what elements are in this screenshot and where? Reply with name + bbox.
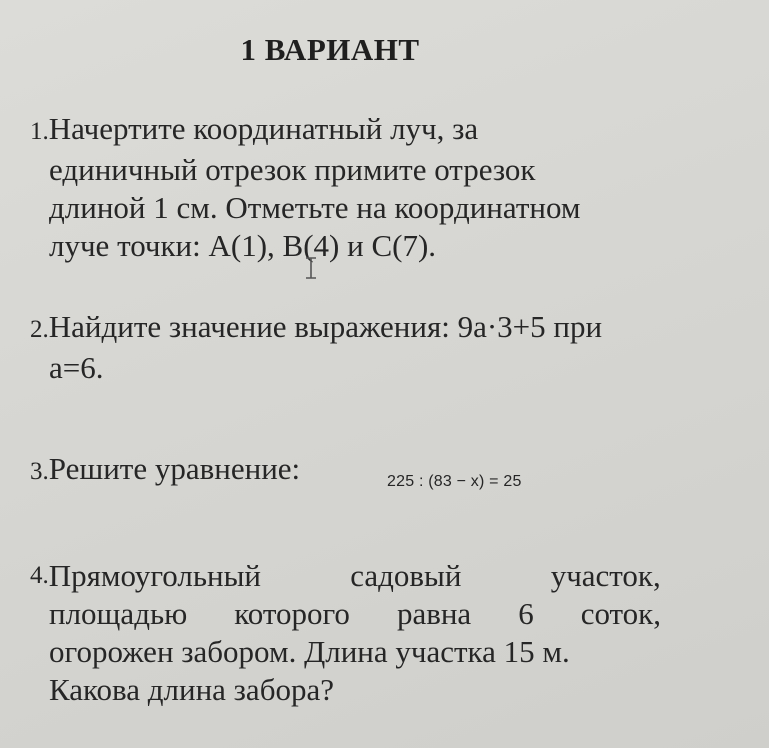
task-4-word: соток, (580, 596, 661, 631)
task-3-text: Решите уравнение: (48, 451, 301, 486)
task-1-line-3: длиной 1 см. Отметьте на координатном (49, 190, 581, 225)
page-title: 1 ВАРИАНТ (240, 32, 420, 67)
task-1-number: 1. (30, 118, 49, 145)
task-3-line-1 (30, 450, 670, 491)
task-1-line-1 (30, 110, 670, 151)
text-cursor-icon (304, 257, 318, 279)
task-4-word: участок, (550, 558, 661, 593)
task-2-line-2: а=6. (49, 350, 104, 385)
task-1-line-2: единичный отрезок примите отрезок (49, 152, 536, 187)
task-4 (30, 557, 670, 709)
task-4-word: равна (396, 596, 472, 631)
task-4-line-3: огорожен забором. Длина участка 15 м. (49, 634, 570, 669)
task-4-line-2 (30, 595, 670, 633)
task-4-line-1 (30, 557, 670, 595)
task-4-word: садовый (350, 558, 462, 593)
task-4-word: которого (234, 596, 350, 631)
task-4-line-4: Какова длина забора? (49, 672, 334, 707)
task-2-line-1 (30, 308, 670, 349)
task-3 (30, 450, 670, 491)
task-3-number: 3. (30, 458, 49, 485)
task-4-word: 6 (518, 596, 534, 631)
task-4-number: 4. (30, 562, 49, 589)
task-2 (30, 308, 670, 387)
task-3-equation: 225 : (83 − x) = 25 (387, 473, 522, 490)
task-4-justified-line-2 (49, 595, 661, 633)
task-1-line-4: луче точки: А(1), В(4) и С(7). (49, 228, 437, 263)
task-4-justified-line-1 (49, 557, 661, 595)
task-1-text-1: Начертите координатный луч, за (48, 111, 479, 146)
task-2-text-1: Найдите значение выражения: 9а·3+5 при (48, 309, 603, 344)
task-4-word: Прямоугольный (48, 558, 261, 593)
task-1 (30, 110, 670, 265)
task-4-word: площадью (49, 596, 188, 631)
task-2-number: 2. (30, 316, 49, 343)
